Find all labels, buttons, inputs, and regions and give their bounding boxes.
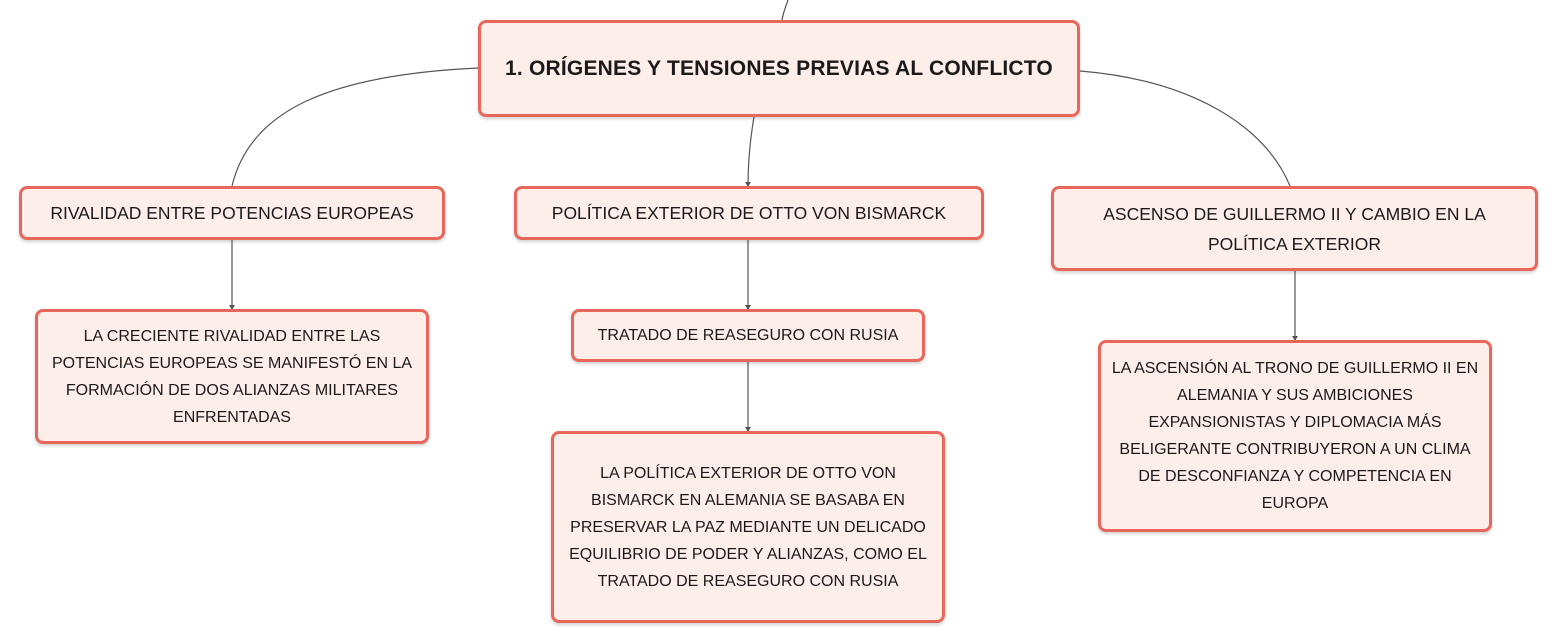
topic-guillermo[interactable] bbox=[1051, 186, 1538, 271]
subtopic-tratado[interactable] bbox=[571, 309, 925, 362]
subtopic-rivalidad-detail-label: LA CRECIENTE RIVALIDAD ENTRE LAS POTENCIAS EUROPEAS SE MANIFESTÓ EN LA FORMACIÓN DE DOS ALIANZAS MILITARES ENFRENTADAS bbox=[51, 327, 413, 426]
edge-root-to-guillermo bbox=[1080, 71, 1290, 186]
subtopic-rivalidad-detail[interactable] bbox=[35, 309, 429, 444]
topic-bismarck-label: POLÍTICA EXTERIOR DE OTTO VON BISMARCK bbox=[551, 203, 947, 223]
subtopic-guillermo-detail[interactable] bbox=[1098, 340, 1492, 532]
subtopic-tratado-label: TRATADO DE REASEGURO CON RUSIA bbox=[597, 327, 899, 344]
subtopic-guillermo-detail-label: LA ASCENSIÓN AL TRONO DE GUILLERMO II EN ALEMANIA Y SUS AMBICIONES EXPANSIONISTAS Y DIPLOMACIA MÁS BELIGERANTE CONTRIBUYERON A UN CLIMA DE DESCONFIANZA Y COMPETENCIA EN EUROPA bbox=[1111, 360, 1479, 512]
edge-root-to-bismarck bbox=[748, 117, 754, 186]
edge-root-to-rivalidad bbox=[232, 68, 478, 186]
root-topic[interactable] bbox=[478, 20, 1080, 117]
root-topic-label: 1. ORÍGENES Y TENSIONES PREVIAS AL CONFLICTO bbox=[505, 56, 1053, 80]
topic-guillermo-label: ASCENSO DE GUILLERMO II Y CAMBIO EN LA POLÍTICA EXTERIOR bbox=[1103, 203, 1486, 254]
edge-parent-to-root bbox=[782, 0, 788, 20]
topic-rivalidad-label: RIVALIDAD ENTRE POTENCIAS EUROPEAS bbox=[50, 203, 414, 223]
subtopic-bismarck-detail[interactable] bbox=[551, 431, 945, 623]
topic-bismarck[interactable] bbox=[514, 186, 984, 240]
subtopic-bismarck-detail-label: LA POLÍTICA EXTERIOR DE OTTO VON BISMARCK EN ALEMANIA SE BASABA EN PRESERVAR LA PAZ MEDIANTE UN DELICADO EQUILIBRIO DE PODER Y ALIANZAS, COMO EL TRATADO DE REASEGURO CON RUSIA bbox=[569, 464, 927, 590]
topic-rivalidad[interactable] bbox=[19, 186, 445, 240]
